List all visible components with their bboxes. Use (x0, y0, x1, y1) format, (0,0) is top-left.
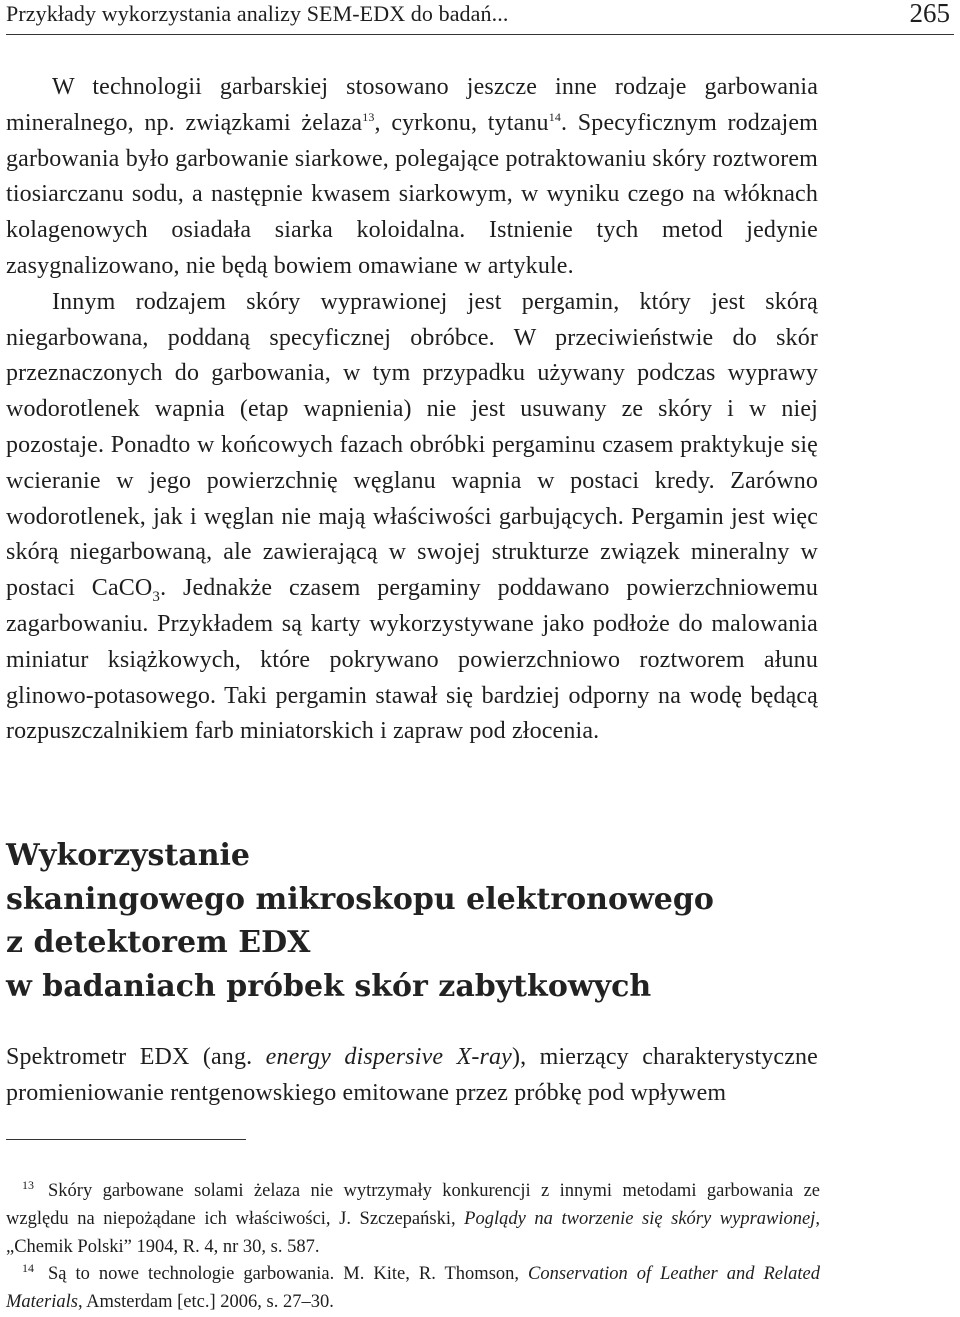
footnote-number: 13 (22, 1177, 34, 1192)
page-number: 265 (909, 0, 950, 28)
paragraph-2: Innym rodzajem skóry wyprawionej jest pergamin, który jest skórą niegarbowana, poddaną specyficznej obróbce. W przeciwieństwie do skór przeznaczonych do garbowania, w tym przypadku używany podczas wyprawy wodorotlenek wapnia (etap wapnienia) nie jest usuwany ze skóry i w niej pozostaje. Ponadto w końcowych fazach obróbki pergaminu czasem praktykuje się wcieranie w jego powierzchnię węglanu wapnia w postaci kredy. Zarówno wodorotlenek, jak i węglan nie mają właściwości garbujących. Pergamin jest więc skórą niegarbowaną, ale zawierającą w swojej strukturze związek mineralny w postaci CaCO$_3$. Jednakże czasem pergaminy poddawano powierzchniowemu zagarbowaniu. Przykładem są karty wykorzystywane jako podłoże do malowania miniatur książkowych, które pokrywano powierzchniowo roztworem ałunu glinowo-potasowego. Taki pergamin stawał się bardziej odporny na wodę będącą rozpuszczalnikiem farb miniatorskich i zapraw pod złocenia. (6, 288, 819, 745)
running-head-title: Przykłady wykorzystania analizy SEM-EDX do badań... (6, 1, 509, 26)
paragraph-1: W technologii garbarskiej stosowano jeszcze inne rodzaje garbowania mineralnego, np. związkami żelaza$^{13}$, cyrkonu, tytanu$^{14}$. Specyficznym rodzajem garbowania było garbowanie siarkowe, polegające potraktowaniu skóry roztworem tiosiarczanu sodu, a następnie kwasem siarkowym, w wyniku czego na włóknach kolagenowych osiadała siarka koloidalna. Istnienie tych metod jedynie zasygnalizowano, nie będą bowiem omawiane w artykule. (6, 74, 819, 279)
heading-line-2: skaningowego mikroskopu elektronowego (6, 881, 714, 917)
footnote-divider (6, 1139, 246, 1140)
paragraph-3: Spektrometr EDX (ang. energy dispersive X-ray), mierzący charakterystyczne promieniowanie rentgenowskiego emitowane przez próbkę pod wpływem (6, 1044, 818, 1106)
footnote-ref-14[interactable]: 14 (548, 109, 562, 124)
body-section-1 (6, 70, 818, 750)
footnote-ref-13[interactable]: 13 (362, 109, 375, 124)
heading-line-3: z detektorem EDX (6, 925, 311, 960)
running-head (6, 0, 954, 35)
heading-line-1: Wykorzystanie (6, 838, 251, 873)
italic-term: energy dispersive X-ray (265, 1044, 512, 1070)
heading-line-4: w badaniach próbek skór zabytkowych (6, 968, 652, 1004)
footnotes (6, 1178, 820, 1317)
footnote-14: $^{14}$ Są to nowe technologie garbowania. M. Kite, R. Thomson, Conservation of Leather and Related Materials, Amsterdam [etc.] 2006, s. 27–30. (6, 1261, 820, 1313)
footnote-number: 14 (22, 1261, 34, 1276)
footnote-13: $^{13}$ Skóry garbowane solami żelaza nie wytrzymały konkurencji z innymi metodami garbowania ze względu na niepożądane ich właściwości, J. Szczepański, Poglądy na tworzenie się skóry wyprawionej, „Chemik Polski” 1904, R. 4, nr 30, s. 587. (6, 1177, 820, 1257)
section-heading (6, 834, 826, 1008)
body-section-2 (6, 1040, 818, 1112)
formula-subscript: 3 (152, 588, 161, 605)
